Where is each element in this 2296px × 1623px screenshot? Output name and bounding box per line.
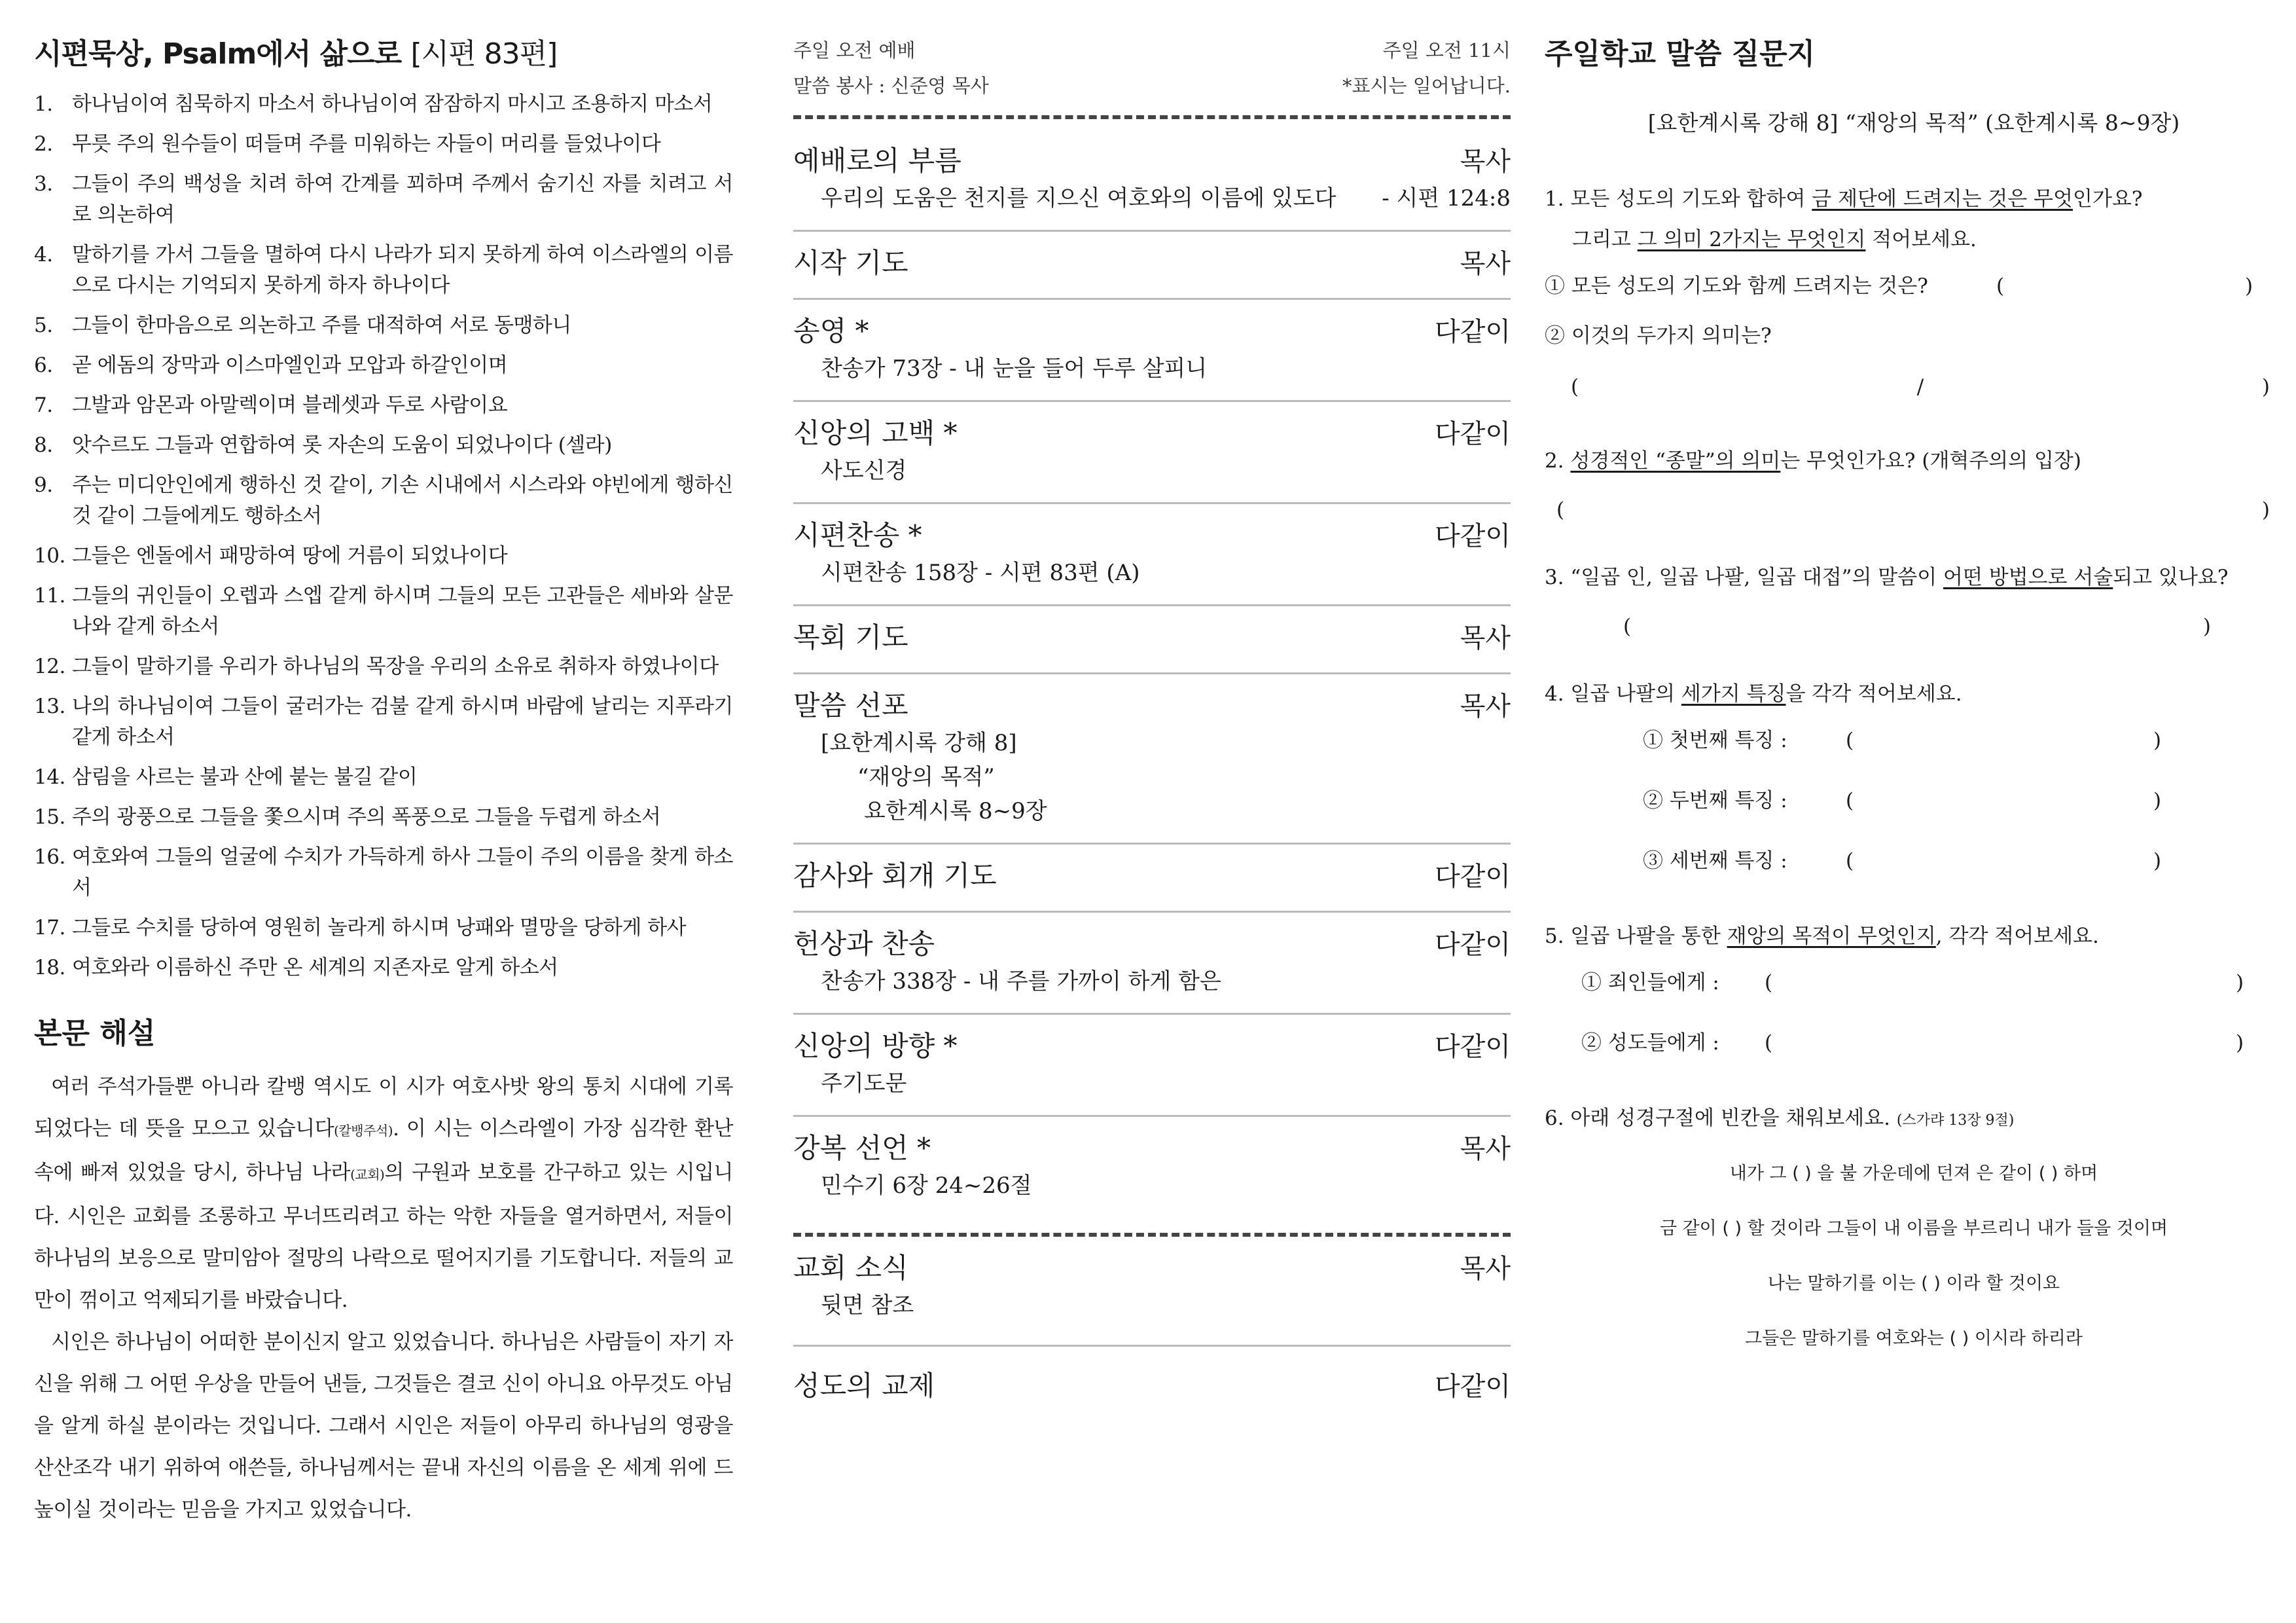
worship-item: [793, 504, 1511, 606]
sermon-detail: [793, 726, 1511, 828]
verse-number: 8.: [34, 433, 53, 457]
answer-label-line: [1545, 316, 2283, 356]
worship-item: [793, 1117, 1511, 1217]
commentary-note: (교회): [350, 1167, 385, 1182]
answer-line[interactable]: [1545, 771, 2283, 831]
worship-item-leader: 다같이: [1435, 1032, 1511, 1062]
worship-item-detail-text: 우리의 도움은 천지를 지으신 여호와의 이름에 있도다: [821, 185, 1336, 211]
order-of-worship: [793, 0, 1524, 1623]
q-text: 2.: [1545, 449, 1571, 473]
q-text: 3. “일곱 인, 일곱 나팔, 일곱 대접”의 말씀이: [1545, 566, 1944, 589]
verse-number: 11.: [34, 584, 65, 608]
worship-item-row: [793, 686, 1511, 726]
paren-close: ): [2236, 1031, 2244, 1055]
q-text: , 각각 적어보세요.: [1935, 924, 2099, 948]
paren-close: ): [2153, 849, 2162, 873]
worship-item-leader: 목사: [1460, 147, 1511, 177]
q-text: 1. 모든 성도의 기도와 합하여: [1545, 187, 1812, 211]
answer-label: ① 첫번째 특징 :: [1643, 729, 1787, 752]
worship-item-leader: 목사: [1460, 1134, 1511, 1164]
psalm-verse: [34, 240, 733, 301]
worship-item-title: 성도의 교제: [793, 1370, 935, 1402]
sermon-title: “재앙의 목적”: [857, 764, 995, 790]
slash: /: [1916, 375, 1924, 399]
psalm-verse: [34, 169, 733, 230]
question-4: [1545, 678, 2283, 710]
worship-item-title: 헌상과 찬송: [793, 928, 935, 960]
q-underline: 세가지 특징: [1681, 682, 1786, 706]
psalm-verse: [34, 430, 733, 461]
answer-label: ① 죄인들에게 :: [1581, 971, 1719, 994]
verse-text: 무릇 주의 원수들이 떠들며 주를 미워하는 자들이 머리를 들었나이다: [72, 132, 661, 156]
q-text: 그리고: [1572, 228, 1638, 251]
stand-note: *표시는 일어납니다.: [1342, 75, 1511, 97]
q-underline: 재앙의 목적이 무엇인지: [1727, 924, 1936, 948]
worship-item-title: 시작 기도: [793, 247, 908, 279]
fill-blank-line[interactable]: 그들은 말하기를 여호와는 ( ) 이시라 하리라: [1745, 1328, 2083, 1349]
psalm-title-text: 시편묵상, Psalm에서 삶으로: [34, 37, 402, 71]
worship-item-detail: [793, 1067, 1511, 1101]
worship-item-leader: 다같이: [1435, 419, 1511, 449]
paren-open: (: [1765, 1031, 1773, 1055]
q-underline: 성경적인 “종말”의 의미: [1570, 449, 1781, 473]
worship-item: [793, 1015, 1511, 1117]
worship-item: [793, 845, 1511, 913]
paren-close: ): [2153, 729, 2162, 752]
dashed-divider: [793, 115, 1511, 119]
commentary-body: [34, 1066, 733, 1531]
paren-close: ): [2261, 375, 2270, 399]
verse-number: 18.: [34, 956, 65, 979]
paren-open: (: [1765, 971, 1773, 994]
worship-item: [793, 1237, 1511, 1347]
psalm-verse: [34, 762, 733, 793]
worship-item-detail: [793, 964, 1511, 998]
worship-item-row: [793, 312, 1511, 352]
answer-label: ① 모든 성도의 기도와 함께 드려지는 것은?: [1545, 274, 1928, 298]
psalm-verse: [34, 581, 733, 642]
worship-item-row: [793, 856, 1511, 896]
answer-line[interactable]: [1545, 1013, 2283, 1073]
worship-item-detail: [793, 1169, 1511, 1203]
question-1-cont: [1545, 223, 2283, 256]
psalm-verse: [34, 691, 733, 753]
verse-text: 여호와라 이름하신 주만 온 세계의 지존자로 알게 하소서: [72, 956, 558, 979]
question-5: [1545, 920, 2283, 953]
verse-text: 곧 에돔의 장막과 이스마엘인과 모압과 하갈인이며: [72, 354, 508, 377]
worship-item-row: [793, 1366, 1511, 1406]
fill-blank-line[interactable]: 내가 그 ( ) 을 불 가운데에 던져 은 같이 ( ) 하며: [1729, 1163, 2098, 1184]
psalm-verse: [34, 802, 733, 833]
verse-text: 여호와여 그들의 얼굴에 수치가 가득하게 하사 그들이 주의 이름을 찾게 하소서: [72, 845, 733, 900]
verse-text: 그들이 한마음으로 의논하고 주를 대적하여 서로 동맹하니: [72, 314, 571, 337]
worship-item-row: [793, 141, 1511, 181]
psalm-verse: [34, 651, 733, 682]
verse-text: 그발과 암몬과 아말렉이며 블레셋과 두로 사람이요: [72, 393, 508, 417]
paren-close: ): [2261, 498, 2270, 522]
q-reference: (스가랴 13장 9절): [1896, 1112, 2015, 1129]
worship-item-detail-text: 민수기 6장 24~26절: [821, 1173, 1032, 1199]
worship-item-leader: 목사: [1460, 623, 1511, 653]
worship-item-list: [793, 130, 1511, 1421]
psalm-title: [34, 30, 733, 72]
worship-item-leader: 목사: [1460, 691, 1511, 721]
worship-item-row: [793, 244, 1511, 283]
worship-item-title: 강복 선언 *: [793, 1132, 931, 1164]
worship-item-detail: [793, 352, 1511, 386]
worship-item: [793, 606, 1511, 674]
psalm-verse: [34, 470, 733, 532]
q-text: 4. 일곱 나팔의: [1545, 682, 1681, 706]
verse-text: 주는 미디안인에게 행하신 것 같이, 기손 시내에서 시스라와 야빈에게 행하신 것 같이 그들에게도 행하소서: [72, 473, 733, 528]
fill-blank-line[interactable]: 나는 말하기를 이는 ( ) 이라 할 것이요: [1767, 1273, 2060, 1294]
answer-blank[interactable]: [1545, 594, 2283, 659]
question-3: [1545, 561, 2283, 594]
worship-item-title: 교회 소식: [793, 1252, 908, 1284]
verse-number: 13.: [34, 695, 65, 718]
worship-item-row: [793, 1027, 1511, 1067]
service-name: 주일 오전 예배: [793, 39, 916, 62]
worship-item-leader: 다같이: [1435, 930, 1511, 960]
worship-item-detail: [793, 454, 1511, 488]
psalm-verse: [34, 350, 733, 381]
worship-item: [793, 674, 1511, 845]
psalm-verse: [34, 129, 733, 160]
commentary-text: 여러 주석가들뿐 아니라 칼뱅 역시도 이 시가 여호사밧 왕의 통치 시대에 기록되었다는 데 뜻을 모으고 있습니다: [34, 1075, 733, 1140]
worship-item-title: 신앙의 방향 *: [793, 1030, 958, 1062]
verse-number: 2.: [34, 132, 53, 156]
worship-item: [793, 300, 1511, 402]
verse-number: 9.: [34, 473, 53, 497]
answer-blank[interactable]: [1545, 477, 2283, 543]
psalm-verse: [34, 913, 733, 943]
verse-text: 하나님이여 침묵하지 마소서 하나님이여 잠잠하지 마시고 조용하지 마소서: [72, 92, 713, 116]
paren-open: (: [1623, 615, 1632, 638]
q-text: 인가요?: [2073, 187, 2143, 211]
worship-item-detail-text: 찬송가 73장 - 내 눈을 들어 두루 살피니: [821, 356, 1208, 382]
paren-close: ): [2236, 971, 2244, 994]
worship-item-title: 감사와 회개 기도: [793, 860, 997, 892]
worship-item-leader: 다같이: [1435, 317, 1511, 347]
question-2: [1545, 445, 2283, 477]
worship-item-title: 예배로의 부름: [793, 145, 961, 177]
answer-line[interactable]: [1545, 256, 2283, 316]
service-header-row: [793, 68, 1511, 103]
scripture-reference: - 시편 124:8: [1382, 185, 1511, 211]
paren-close: ): [2202, 615, 2211, 638]
questionnaire-column: [1545, 0, 2296, 1623]
verse-number: 5.: [34, 314, 53, 337]
verse-number: 15.: [34, 805, 65, 829]
psalm-verse: [34, 842, 733, 903]
commentary-text: . 이 시는 이스라엘이 가장 심각한 환난 속에 빠져 있었을 당시, 하나님 나라: [34, 1117, 733, 1184]
worship-item-leader: 목사: [1460, 249, 1511, 279]
paren-open: (: [1571, 375, 1579, 399]
verse-text: 주의 광풍으로 그들을 쫓으시며 주의 폭풍으로 그들을 두렵게 하소서: [72, 805, 661, 829]
worship-item-detail-text: 뒷면 참조: [821, 1292, 914, 1319]
worship-item-detail: [793, 556, 1511, 590]
worship-item: [793, 402, 1511, 504]
verse-number: 4.: [34, 243, 53, 266]
verse-text: 삼림을 사르는 불과 산에 붙는 불길 같이: [72, 765, 418, 789]
sermon-ref: [요한계시록 강해 8]: [821, 730, 1017, 756]
paren-close: ): [2153, 789, 2162, 812]
answer-label: ② 두번째 특징 :: [1643, 789, 1787, 812]
questionnaire-subtitle: [요한계시록 강해 8] “재앙의 목적” (요한계시록 8~9장): [1647, 110, 2180, 136]
verse-text: 말하기를 가서 그들을 멸하여 다시 나라가 되지 못하게 하여 이스라엘의 이름으로 다시는 기억되지 못하게 하자 하나이다: [72, 243, 733, 297]
q-underline: 그 의미 2가지는 무엇인지: [1637, 228, 1866, 251]
paren-close: ): [2245, 274, 2253, 298]
verse-number: 16.: [34, 845, 65, 869]
verse-text: 나의 하나님이여 그들이 굴러가는 검불 같게 하시며 바람에 날리는 지푸라기 같게 하소서: [72, 695, 733, 749]
sermon-text: 요한계시록 8~9장: [864, 798, 1047, 824]
psalm-verse: [34, 541, 733, 572]
worship-item-row: [793, 618, 1511, 658]
worship-item-detail: [793, 181, 1511, 215]
verse-number: 12.: [34, 655, 65, 678]
paren-open: (: [1996, 274, 2005, 298]
worship-item-leader: 다같이: [1435, 521, 1511, 551]
paren-open: (: [1846, 729, 1854, 752]
worship-item-detail: [793, 1288, 1511, 1322]
answer-line[interactable]: [1545, 831, 2283, 891]
commentary-title: 본문 해설: [34, 1017, 156, 1050]
q-underline: 금 제단에 드려지는 것은 무엇: [1812, 187, 2073, 211]
question-6: [1545, 1102, 2283, 1137]
question-1: [1545, 183, 2283, 215]
worship-item: [793, 130, 1511, 232]
service-time: 주일 오전 11시: [1382, 39, 1511, 62]
verse-number: 7.: [34, 393, 53, 417]
worship-item-row: [793, 1129, 1511, 1169]
psalm-verse: [34, 89, 733, 120]
verse-number: 14.: [34, 765, 65, 789]
worship-item-detail-text: 시편찬송 158장 - 시편 83편 (A): [821, 560, 1140, 586]
q-underline: 어떤 방법으로 서술: [1943, 566, 2113, 589]
verse-text: 앗수르도 그들과 연합하여 롯 자손의 도움이 되었나이다 (셀라): [72, 433, 612, 457]
answer-label: ③ 세번째 특징 :: [1643, 849, 1787, 873]
psalm-column: [0, 0, 766, 1623]
worship-item-title: 송영 *: [793, 315, 869, 347]
verse-number: 3.: [34, 172, 53, 196]
worship-item: [793, 913, 1511, 1015]
verse-text: 그들은 엔돌에서 패망하여 땅에 거름이 되었나이다: [72, 544, 508, 568]
worship-item-leader: 목사: [1460, 1254, 1511, 1284]
worship-item-leader: 다같이: [1435, 862, 1511, 892]
worship-item-title: 시편찬송 *: [793, 519, 922, 551]
worship-item-detail-text: 주기도문: [821, 1070, 907, 1097]
q-text: 을 각각 적어보세요.: [1785, 682, 1962, 706]
q-text: 6. 아래 성경구절에 빈칸을 채워보세요.: [1545, 1106, 1891, 1130]
commentary-paragraph: 시인은 하나님이 어떠한 분이신지 알고 있었습니다. 하나님은 사람들이 자기 자신을 위해 그 어떤 우상을 만들어 낸들, 그것들은 결코 신이 아니요 아무것도 아님을 알게 하실 분이라는 것입니다. 그래서 시인은 저들이 아무리 하나님의 영광을 산산조각 내기 위하여 애쓴들, 하나님께서는 끝내 자신의 이름을 온 세계 위에 드높이실 것이라는 믿음을 가지고 있었습니다.: [34, 1330, 733, 1522]
worship-item-title: 신앙의 고백 *: [793, 417, 958, 449]
preacher: 말씀 봉사 : 신준영 목사: [793, 75, 989, 97]
verse-text: 그들이 말하기를 우리가 하나님의 목장을 우리의 소유로 취하자 하였나이다: [72, 655, 719, 678]
verse-number: 6.: [34, 354, 53, 377]
worship-item-row: [793, 1249, 1511, 1288]
worship-item-row: [793, 414, 1511, 454]
psalm-verse: [34, 310, 733, 341]
verse-text: 그들의 귀인들이 오렙과 스엡 같게 하시며 그들의 모든 고관들은 세바와 살문나와 같게 하소서: [72, 584, 733, 638]
service-header-row: [793, 33, 1511, 68]
commentary-text: 의 구원과 보호를 간구하고 있는 시입니다. 시인은 교회를 조롱하고 무너뜨리려고 하는 악한 자들을 열거하면서, 저들이 하나님의 보응으로 말미암아 절망의 나락으로 떨어지기를 기도합니다. 저들의 교만이 꺾이고 억제되기를 바랐습니다.: [34, 1161, 733, 1312]
q-text: 되고 있나요?: [2113, 566, 2229, 589]
commentary-note: (칼뱅주석): [334, 1123, 393, 1139]
worship-item-title: 말씀 선포: [793, 689, 908, 721]
paren-open: (: [1846, 789, 1854, 812]
worship-item-row: [793, 516, 1511, 556]
fill-blank-line[interactable]: 금 같이 ( ) 할 것이라 그들이 내 이름을 부르리니 내가 들을 것이며: [1659, 1218, 2168, 1239]
worship-item-title: 목회 기도: [793, 621, 908, 653]
commentary-paragraph: [34, 1066, 733, 1321]
worship-item-detail-text: 찬송가 338장 - 내 주를 가까이 하게 함은: [821, 968, 1221, 994]
paren-open: (: [1846, 849, 1854, 873]
q-text: 적어보세요.: [1865, 228, 1977, 251]
worship-item-row: [793, 924, 1511, 964]
worship-item-leader: 다같이: [1435, 1372, 1511, 1402]
psalm-title-ref: [시편 83편]: [410, 37, 558, 71]
questionnaire-title: 주일학교 말씀 질문지: [1545, 37, 1816, 71]
psalm-verse: [34, 390, 733, 421]
paren-open: (: [1556, 498, 1565, 522]
q-text: 는 무엇인가요? (개혁주의의 입장): [1780, 449, 2082, 473]
worship-item: [793, 1347, 1511, 1421]
worship-item-detail-text: 사도신경: [821, 458, 907, 484]
answer-line[interactable]: [1545, 710, 2283, 771]
answer-label: ② 성도들에게 :: [1581, 1031, 1719, 1055]
psalm-verse: [34, 953, 733, 983]
verse-number: 17.: [34, 916, 65, 939]
answer-label: ② 이것의 두가지 의미는?: [1545, 324, 1772, 348]
psalm-verse-list: [34, 89, 733, 983]
q-text: 5. 일곱 나팔을 통한: [1545, 924, 1727, 948]
worship-item: [793, 232, 1511, 300]
verse-text: 그들로 수치를 당하여 영원히 놀라게 하시며 낭패와 멸망을 당하게 하사: [72, 916, 687, 939]
answer-blank[interactable]: [1545, 356, 2283, 418]
answer-line[interactable]: [1545, 953, 2283, 1013]
verse-number: 1.: [34, 92, 53, 116]
verse-number: 10.: [34, 544, 65, 568]
verse-text: 그들이 주의 백성을 치려 하여 간계를 꾀하며 주께서 숨기신 자를 치려고 서로 의논하여: [72, 172, 733, 227]
